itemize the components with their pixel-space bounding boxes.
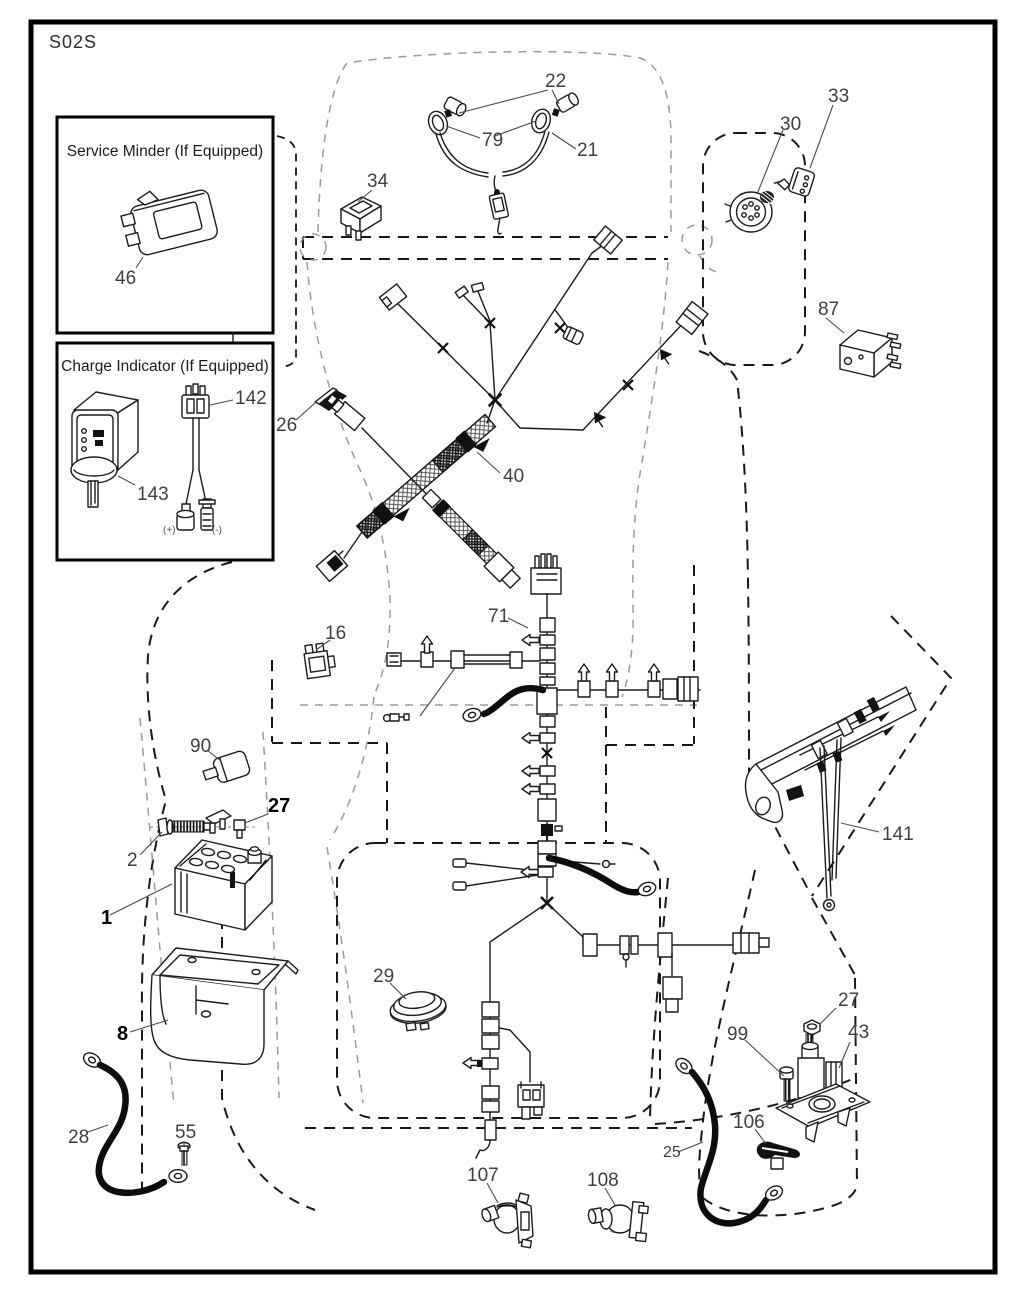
callout-106: 106 <box>733 1112 765 1133</box>
callout-27-battery: 27 <box>268 795 291 817</box>
ignition-key-33 <box>773 162 815 197</box>
seat-harness-141 <box>745 687 916 911</box>
screw-55 <box>169 1141 190 1182</box>
callout-26: 26 <box>276 415 298 436</box>
negative-terminal-label: (-) <box>212 525 222 536</box>
callout-40: 40 <box>503 466 525 487</box>
callout-71: 71 <box>488 606 510 627</box>
page-code: S02S <box>49 32 98 52</box>
callout-22: 22 <box>545 71 567 92</box>
battery-cable-28 <box>81 1050 164 1193</box>
main-harness-40 <box>316 226 708 590</box>
ground-cable-25 <box>673 1055 785 1223</box>
callout-27-solenoid: 27 <box>838 990 860 1011</box>
positive-terminal-label: (+) <box>163 525 176 536</box>
callout-79: 79 <box>482 130 504 151</box>
callout-143: 143 <box>137 484 169 505</box>
headlamp-assembly <box>425 90 580 234</box>
callout-21: 21 <box>577 140 599 161</box>
service-minder-title: Service Minder (If Equipped) <box>66 143 264 160</box>
callout-142: 142 <box>235 388 267 409</box>
callout-90: 90 <box>190 736 212 757</box>
interlock-switch-34 <box>341 190 381 240</box>
cable-clamp-106 <box>757 1142 800 1169</box>
hour-meter-29 <box>388 988 449 1033</box>
battery-nut-27 <box>206 810 245 838</box>
callout-46: 46 <box>115 268 137 289</box>
callout-33: 33 <box>828 86 850 107</box>
switch-107 <box>480 1183 533 1248</box>
callout-99: 99 <box>727 1024 749 1045</box>
battery-1 <box>175 840 272 930</box>
callout-87: 87 <box>818 299 840 320</box>
callout-30: 30 <box>780 114 802 135</box>
callout-28: 28 <box>68 1127 90 1148</box>
callout-107: 107 <box>467 1165 499 1186</box>
service-minder-box <box>57 117 273 343</box>
charge-indicator-title: Charge Indicator (If Equipped) <box>61 358 269 375</box>
relay-87 <box>826 318 901 377</box>
switch-108 <box>587 1188 648 1242</box>
solenoid-bolt-99 <box>780 1067 793 1101</box>
callout-55: 55 <box>175 1122 197 1143</box>
ignition-switch-30 <box>725 191 774 232</box>
charge-indicator-box <box>57 343 273 560</box>
callout-8: 8 <box>117 1023 129 1045</box>
callout-1: 1 <box>101 907 113 929</box>
callout-108: 108 <box>587 1170 619 1191</box>
callout-141: 141 <box>882 824 914 845</box>
callout-16: 16 <box>325 623 347 644</box>
callout-25: 25 <box>663 1144 681 1161</box>
callout-43: 43 <box>848 1022 870 1043</box>
callout-34: 34 <box>367 171 389 192</box>
callout-29: 29 <box>373 966 395 987</box>
callout-2: 2 <box>127 850 138 871</box>
dash-harness-71 <box>384 554 769 1158</box>
